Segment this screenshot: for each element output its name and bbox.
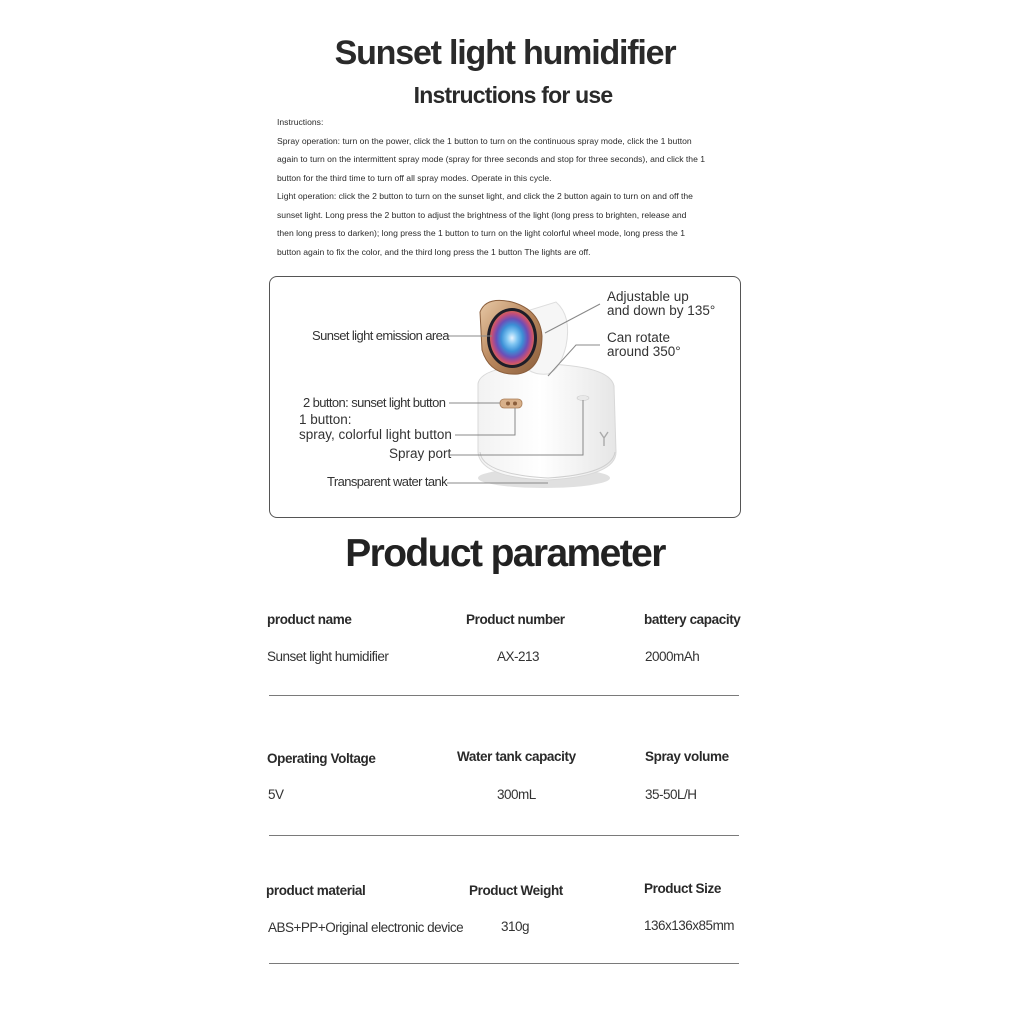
param-value-product-number: AX-213 <box>497 649 540 664</box>
label-button-1-line1: 1 button: <box>299 412 352 427</box>
divider <box>269 963 739 964</box>
label-button-2: 2 button: sunset light button <box>303 395 446 410</box>
label-spray-port: Spray port <box>389 446 452 461</box>
param-value-water-tank-capacity: 300mL <box>497 787 536 802</box>
divider <box>269 835 739 836</box>
param-label-product-number: Product number <box>466 612 565 627</box>
button-2-icon <box>500 399 522 408</box>
instructions-line: Light operation: click the 2 button to turn on the sunset light, and click the 2 button again to turn on and off the <box>277 191 693 201</box>
param-label-water-tank-capacity: Water tank capacity <box>457 749 576 764</box>
instructions-line: sunset light. Long press the 2 button to adjust the brightness of the light (long press to brighten, release and <box>277 209 687 220</box>
label-rotate-line1: Can rotate <box>607 330 671 345</box>
spray-port-icon <box>577 396 589 401</box>
param-label-product-size: Product Size <box>644 881 721 896</box>
parameters-title: Product parameter <box>345 532 665 575</box>
label-emission-area: Sunset light emission area <box>312 328 449 343</box>
param-value-product-weight: 310g <box>501 919 530 934</box>
param-value-product-material: ABS+PP+Original electronic device <box>268 920 464 935</box>
instructions-line: Instructions: <box>277 117 324 127</box>
divider <box>269 695 739 696</box>
instructions-line: Spray operation: turn on the power, click the 1 button to turn on the continuous spray mode, click the 1 button <box>277 135 692 146</box>
param-label-product-name: product name <box>267 612 352 627</box>
param-label-spray-volume: Spray volume <box>645 749 729 764</box>
param-value-spray-volume: 35-50L/H <box>645 787 697 802</box>
param-value-product-size: 136x136x85mm <box>644 918 735 933</box>
param-value-operating-voltage: 5V <box>268 787 284 802</box>
water-tank-body <box>478 364 616 480</box>
param-value-product-name: Sunset light humidifier <box>267 649 389 664</box>
label-rotate-line2: around 350° <box>607 344 681 359</box>
instructions-line: then long press to darken); long press the 1 button to turn on the light colorful wheel mode, long press the 1 <box>277 228 685 238</box>
instructions-line: again to turn on the intermittent spray mode (spray for three seconds and stop for three seconds), and click the 1 <box>277 154 706 164</box>
param-label-operating-voltage: Operating Voltage <box>267 751 376 766</box>
param-label-product-material: product material <box>266 883 366 898</box>
param-value-battery-capacity: 2000mAh <box>645 649 700 664</box>
instructions-line: button for the third time to turn off all spray modes. Operate in this cycle. <box>277 172 552 183</box>
label-button-1-line2: spray, colorful light button <box>299 427 452 442</box>
param-label-product-weight: Product Weight <box>469 883 563 898</box>
sunset-light-lens <box>490 311 534 365</box>
page-title: Sunset light humidifier <box>334 34 676 72</box>
instructions-heading: Instructions for use <box>413 82 613 108</box>
label-adjustable-line1: Adjustable up <box>607 289 689 304</box>
instructions-line: button again to fix the color, and the third long press the 1 button The lights are off. <box>277 246 591 257</box>
param-label-battery-capacity: battery capacity <box>644 612 741 627</box>
label-water-tank: Transparent water tank <box>327 474 447 489</box>
label-adjustable-line2: and down by 135° <box>607 303 716 318</box>
